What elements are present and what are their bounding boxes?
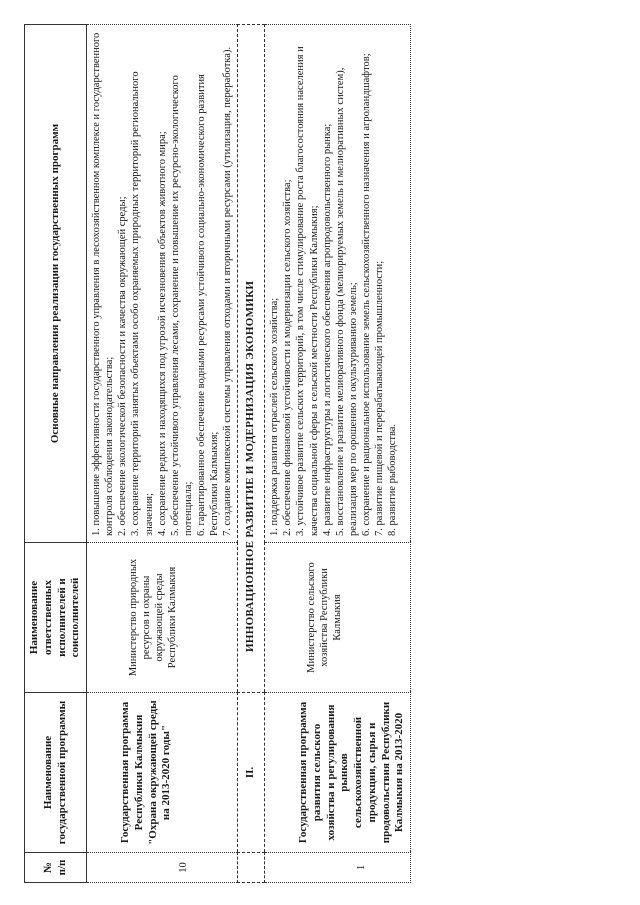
responsible-executor: Министерство сельского хозяйства Республики Калмыкия bbox=[265, 543, 411, 693]
header-directions: Основные направления реализации государственных программ bbox=[25, 25, 87, 543]
direction-item: 4. сохранение редких и находящихся под угрозой исчезновения объектов животного мира; bbox=[156, 131, 168, 536]
direction-item: 2. обеспечение финансовой устойчивости и модернизации сельского хозяйства; bbox=[282, 179, 294, 536]
header-num: № п/п bbox=[25, 853, 87, 883]
table-row bbox=[87, 25, 238, 883]
direction-item: 8. развитие рыбоводства. bbox=[387, 423, 399, 536]
direction-item: 2. обеспечение экологической безопасности и качества окружающей среды; bbox=[117, 196, 129, 536]
row-num: 10 bbox=[87, 853, 238, 883]
direction-item: 4. развитие инфраструктуры и логистического обеспечения агропродовольственного рынка; bbox=[321, 123, 333, 536]
directions-cell bbox=[87, 25, 238, 543]
direction-item: 6. сохранение и рациональное использование земель сельскохозяйственного назначения и агроландшафтов; bbox=[361, 53, 372, 536]
program-name: Государственная программа Республики Калмыкия "Охрана окружающей среды на 2013-2020 годы" bbox=[87, 693, 238, 853]
row-num: 1 bbox=[265, 853, 411, 883]
directions-cell bbox=[265, 25, 411, 543]
direction-item: 5. обеспечение устойчивого управления лесами, сохранение и повышение их ресурсно-экологического потенциала; bbox=[169, 75, 194, 536]
direction-item: 1. поддержка развития отраслей сельского хозяйства; bbox=[269, 297, 281, 536]
direction-item: 1. повышение эффективности государственного управления в лесохозяйственном комплексе и государственного контроля соблюдения законодательства; bbox=[91, 32, 116, 536]
section-title: ИННОВАЦИОННОЕ РАЗВИТИЕ И МОДЕРНИЗАЦИЯ ЭКОНОМИКИ bbox=[238, 25, 265, 693]
programs-table bbox=[24, 24, 411, 883]
header-responsible: Наименование ответственных исполнителей и соисполнителей bbox=[25, 543, 87, 693]
header-program-name: Наименование государственной программы bbox=[25, 693, 87, 853]
responsible-executor: Министерство природных ресурсов и охраны окружающей среды Республики Калмыкия bbox=[87, 543, 238, 693]
program-name: Государственная программа развития сельского хозяйства и регулирования рынков сельскохозяйственной продукции, сырья и продовольствия Республики Калмыкия на 2013-2020 bbox=[265, 693, 411, 853]
direction-item: 3. устойчивое развитие сельских территорий, в том числе стимулирование роста благосостояния населения и качества социальной сферы в сельской местности Республики Калмыкия; bbox=[295, 46, 320, 536]
section-row bbox=[238, 25, 265, 883]
table-row bbox=[265, 25, 411, 883]
section-number: II. bbox=[238, 693, 265, 853]
direction-item: 6. гарантированное обеспечение водными ресурсами устойчивого социально-экономического развития Республики Калмыкия; bbox=[196, 74, 221, 536]
direction-item: 3. сохранение территорий занятых объектами особо охраняемых природных территорий регионального значения; bbox=[130, 71, 155, 536]
direction-item: 7. развитие пищевой и перерабатывающей промышленности; bbox=[374, 260, 386, 536]
direction-item: 7. создание комплексной системы управления отходами и вторичными ресурсами (утилизация, переработка). bbox=[222, 46, 234, 536]
table-header-row bbox=[25, 25, 87, 883]
direction-item: 5. восстановление и развитие мелиоративного фонда (мелиорируемых земель и мелиоративных систем), реализация мер по орошению и окультуриванию земель; bbox=[334, 67, 359, 536]
